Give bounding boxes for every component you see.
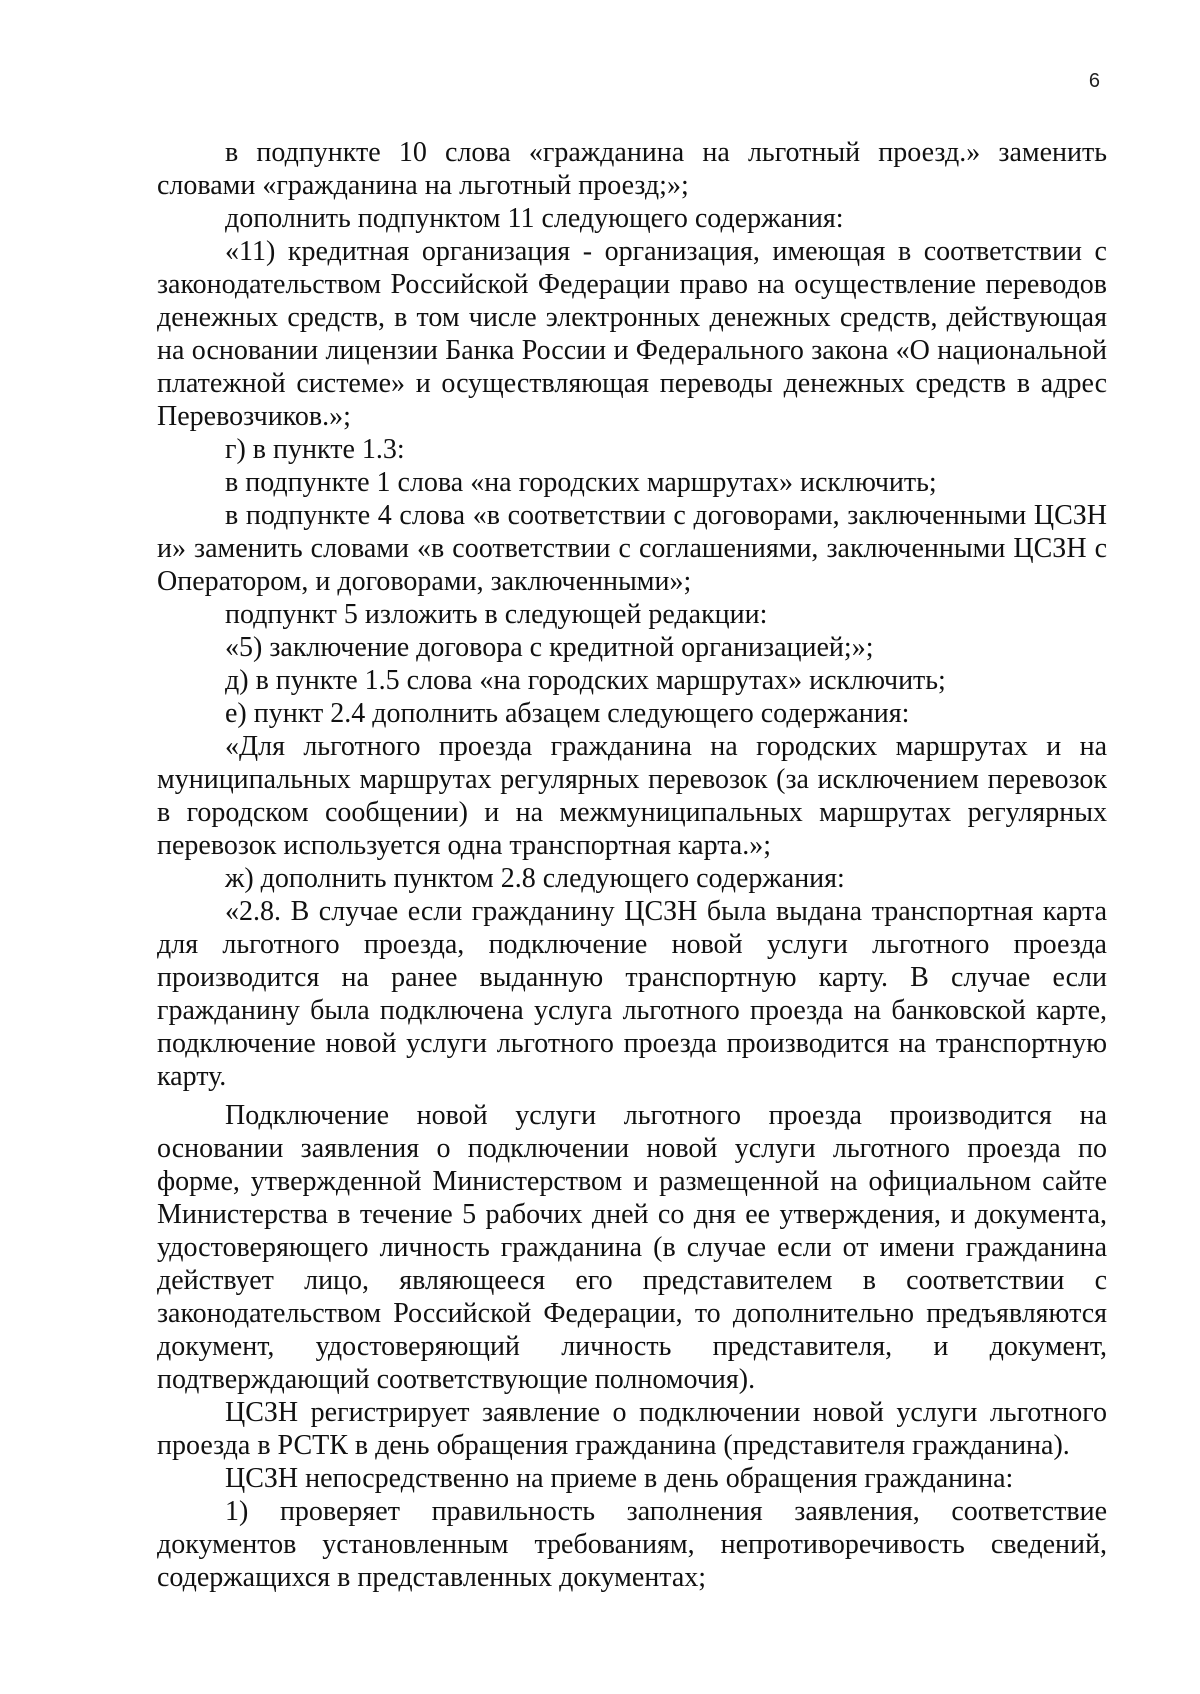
paragraph-subitem-10-replace: в подпункте 10 слова «гражданина на льготный проезд.» заменить словами «гражданина на льготный проезд;»; bbox=[157, 137, 1107, 201]
paragraph-connection-basis: Подключение новой услуги льготного проезда производится на основании заявления о подключении новой услуги льготного проезда по форме, утвержденной Министерством и размещенной на официальном сайте Министерства в течение 5 рабочих дней со дня ее утверждения, и документа, удостоверяющего личность гражданина (в случае если от имени гражданина действует лицо, являющееся его представителем в соответствии с законодательством Российской Федерации, то дополнительно предъявляются документ, удостоверяющий личность представителя, и документ, подтверждающий соответствующие полномочия). bbox=[157, 1100, 1107, 1395]
paragraph-item-zh: ж) дополнить пунктом 2.8 следующего содержания: bbox=[225, 863, 845, 894]
paragraph-subitem-1-exclude: в подпункте 1 слова «на городских маршрутах» исключить; bbox=[225, 467, 937, 498]
paragraph-item-d: д) в пункте 1.5 слова «на городских маршрутах» исключить; bbox=[225, 665, 946, 696]
paragraph-check-list-1: 1) проверяет правильность заполнения заявления, соответствие документов установленным требованиям, непротиворечивость сведений, содержащихся в представленных документах; bbox=[157, 1496, 1107, 1593]
document-body bbox=[157, 136, 1107, 1594]
paragraph-add-subitem-11: дополнить подпунктом 11 следующего содержания: bbox=[225, 203, 844, 234]
paragraph-subitem-5-intro: подпункт 5 изложить в следующей редакции: bbox=[225, 599, 768, 630]
paragraph-subitem-11-text: «11) кредитная организация - организация, имеющая в соответствии с законодательством Российской Федерации право на осуществление переводов денежных средств, в том числе электронных денежных средств, действующая на основании лицензии Банка России и Федерального закона «О национальной платежной системе» и осуществляющая переводы денежных средств в адрес Перевозчиков.»; bbox=[157, 236, 1107, 432]
paragraph-registration: ЦСЗН регистрирует заявление о подключении новой услуги льготного проезда в РСТК в день обращения гражданина (представителя гражданина). bbox=[157, 1397, 1107, 1461]
paragraph-item-e-text: «Для льготного проезда гражданина на городских маршрутах и на муниципальных маршрутах регулярных перевозок (за исключением перевозок в городском сообщении) и на межмуниципальных маршрутах регулярных перевозок используется одна транспортная карта.»; bbox=[157, 731, 1107, 861]
paragraph-subitem-4-replace: в подпункте 4 слова «в соответствии с договорами, заключенными ЦСЗН и» заменить словами «в соответствии с соглашениями, заключенными ЦСЗН с Оператором, и договорами, заключенными»; bbox=[157, 500, 1107, 597]
paragraph-item-e: е) пункт 2.4 дополнить абзацем следующего содержания: bbox=[225, 698, 910, 729]
paragraph-subitem-5-text: «5) заключение договора с кредитной организацией;»; bbox=[225, 632, 874, 663]
paragraph-reception: ЦСЗН непосредственно на приеме в день обращения гражданина: bbox=[225, 1463, 1014, 1494]
paragraph-item-g: г) в пункте 1.3: bbox=[225, 434, 405, 465]
page-number: 6 bbox=[1088, 70, 1100, 92]
paragraph-item-2-8-text: «2.8. В случае если гражданину ЦСЗН была выдана транспортная карта для льготного проезда, подключение новой услуги льготного проезда производится на ранее выданную транспортную карту. В случае если гражданину была подключена услуга льготного проезда на банковской карте, подключение новой услуги льготного проезда производится на транспортную карту. bbox=[157, 896, 1107, 1092]
